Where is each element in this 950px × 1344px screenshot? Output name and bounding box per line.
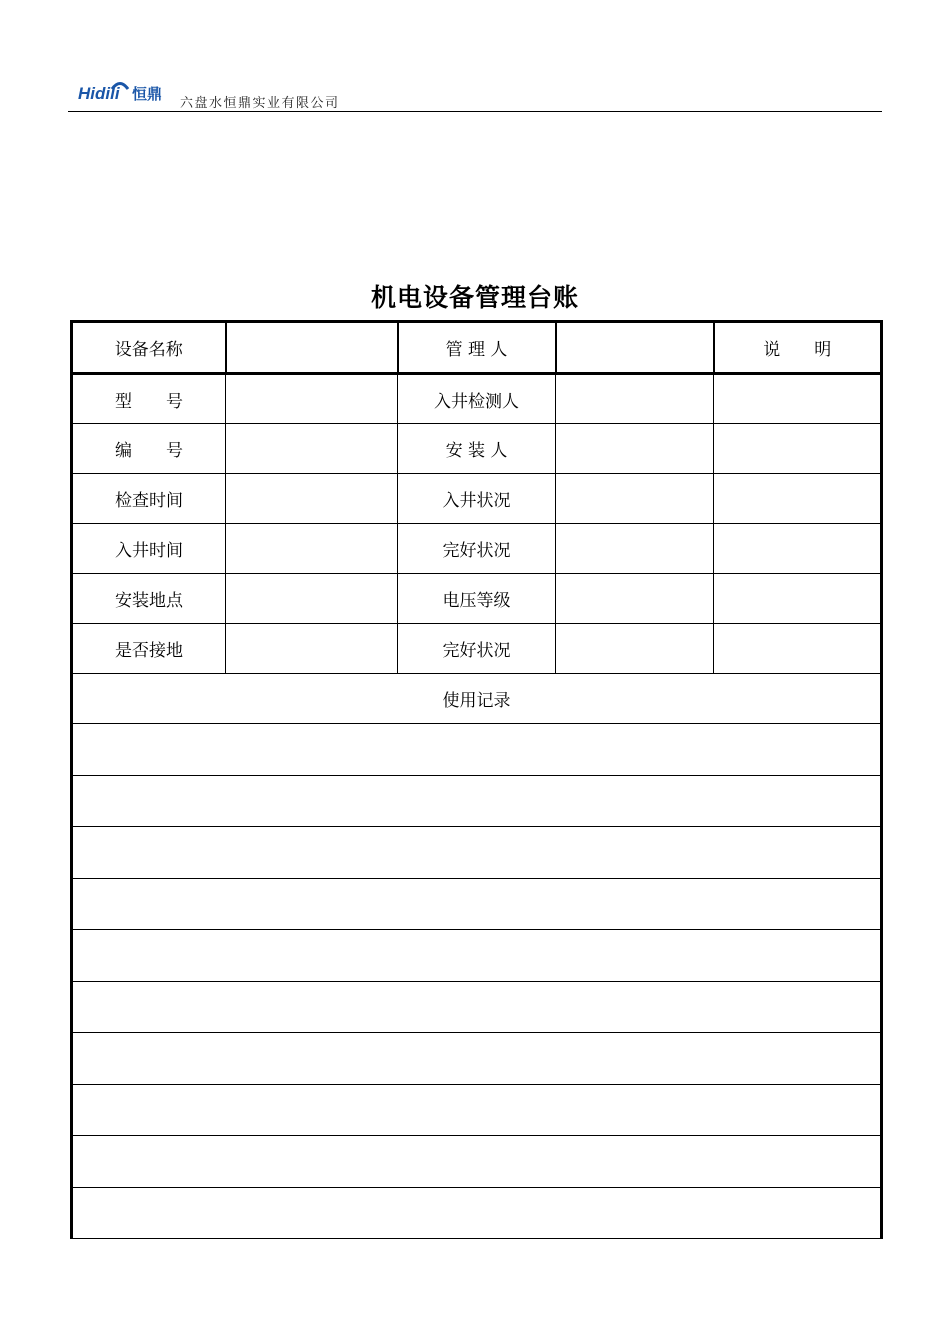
inspector-label: 入井检测人 — [398, 374, 556, 424]
serial-number-cell[interactable] — [226, 424, 398, 474]
notes-cell[interactable] — [714, 574, 882, 624]
model-cell[interactable] — [226, 374, 398, 424]
condition-cell-2[interactable] — [556, 624, 714, 674]
notes-cell[interactable] — [714, 624, 882, 674]
entry-condition-cell[interactable] — [556, 474, 714, 524]
usage-record-row — [72, 724, 882, 776]
inspection-time-cell[interactable] — [226, 474, 398, 524]
equipment-ledger-table — [70, 320, 883, 1239]
usage-record-row — [72, 1033, 882, 1085]
usage-record-header-row — [72, 674, 882, 724]
notes-cell[interactable] — [714, 474, 882, 524]
usage-record-cell[interactable] — [72, 1187, 882, 1239]
usage-record-cell[interactable] — [72, 1136, 882, 1188]
usage-record-cell[interactable] — [72, 775, 882, 827]
entry-time-label: 入井时间 — [72, 524, 226, 574]
equipment-name-cell[interactable] — [226, 322, 398, 374]
table-row — [72, 474, 882, 524]
usage-record-row — [72, 930, 882, 982]
page-header — [68, 68, 882, 112]
installer-label: 安 装 人 — [398, 424, 556, 474]
voltage-level-label: 电压等级 — [398, 574, 556, 624]
notes-cell[interactable] — [714, 524, 882, 574]
company-name: 六盘水恒鼎实业有限公司 — [180, 96, 340, 111]
install-location-label: 安装地点 — [72, 574, 226, 624]
usage-record-row — [72, 1187, 882, 1239]
inspection-time-label: 检查时间 — [72, 474, 226, 524]
notes-cell[interactable] — [714, 424, 882, 474]
install-location-cell[interactable] — [226, 574, 398, 624]
grounded-label: 是否接地 — [72, 624, 226, 674]
notes-cell[interactable] — [714, 374, 882, 424]
table-row — [72, 374, 882, 424]
usage-record-cell[interactable] — [72, 930, 882, 982]
condition-cell[interactable] — [556, 524, 714, 574]
usage-record-cell[interactable] — [72, 1033, 882, 1085]
usage-record-cell[interactable] — [72, 981, 882, 1033]
usage-record-cell[interactable] — [72, 1084, 882, 1136]
serial-number-label: 编 号 — [72, 424, 226, 474]
company-logo — [78, 72, 170, 102]
usage-record-row — [72, 775, 882, 827]
inspector-cell[interactable] — [556, 374, 714, 424]
usage-record-cell[interactable] — [72, 827, 882, 879]
usage-record-row — [72, 1136, 882, 1188]
installer-cell[interactable] — [556, 424, 714, 474]
voltage-level-cell[interactable] — [556, 574, 714, 624]
usage-record-row — [72, 1084, 882, 1136]
equipment-name-label: 设备名称 — [72, 322, 226, 374]
usage-record-row — [72, 827, 882, 879]
usage-record-row — [72, 878, 882, 930]
manager-cell[interactable] — [556, 322, 714, 374]
notes-label: 说 明 — [714, 322, 882, 374]
svg-text:Hidili: Hidili — [78, 84, 120, 102]
entry-time-cell[interactable] — [226, 524, 398, 574]
svg-text:恒鼎: 恒鼎 — [132, 85, 163, 102]
usage-record-cell[interactable] — [72, 878, 882, 930]
table-row — [72, 424, 882, 474]
usage-record-row — [72, 981, 882, 1033]
model-label: 型 号 — [72, 374, 226, 424]
table-row — [72, 524, 882, 574]
table-row — [72, 624, 882, 674]
grounded-cell[interactable] — [226, 624, 398, 674]
table-row — [72, 574, 882, 624]
manager-label: 管 理 人 — [398, 322, 556, 374]
page-title: 机电设备管理台账 — [370, 283, 579, 312]
entry-condition-label: 入井状况 — [398, 474, 556, 524]
table-header-row — [72, 322, 882, 374]
header-divider — [68, 111, 882, 112]
condition-label-2: 完好状况 — [398, 624, 556, 674]
condition-label: 完好状况 — [398, 524, 556, 574]
usage-record-label: 使用记录 — [72, 674, 882, 724]
usage-record-cell[interactable] — [72, 724, 882, 776]
